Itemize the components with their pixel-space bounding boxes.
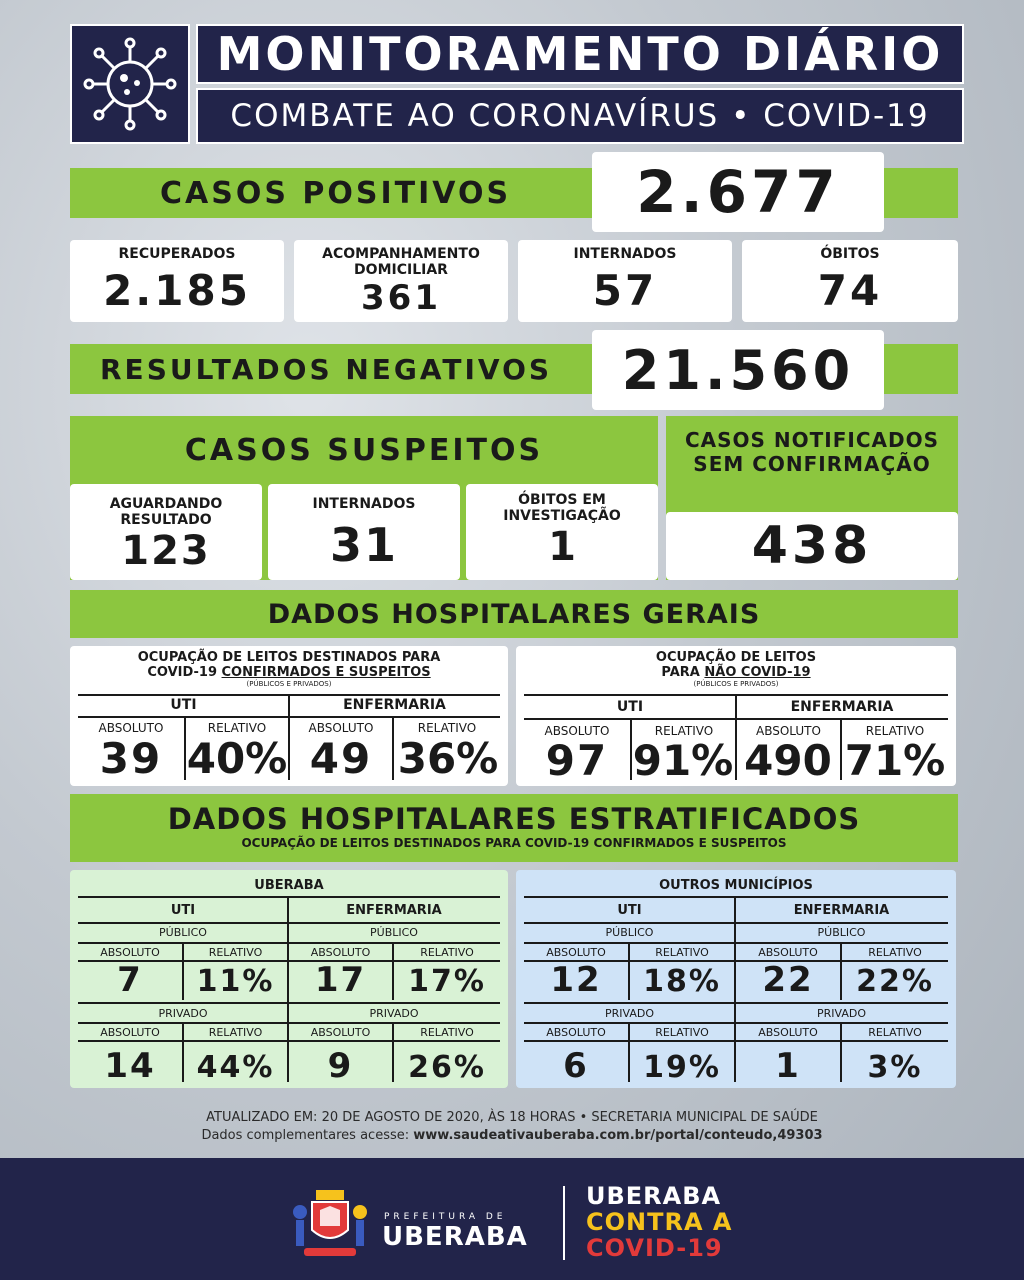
card-value: 57 xyxy=(592,266,658,315)
enfermaria-absoluto-value: 490 xyxy=(744,736,832,785)
card-label: ÓBITOS EM INVESTIGAÇÃO xyxy=(503,492,621,524)
absoluto-label: ABSOLUTO xyxy=(100,946,160,959)
tabela-title-line2 xyxy=(70,665,508,680)
absoluto-label: ABSOLUTO xyxy=(310,1026,371,1039)
tabela-title-line1: OCUPAÇÃO DE LEITOS xyxy=(655,650,817,665)
absoluto-label: ABSOLUTO xyxy=(544,724,610,738)
uti-relativo-value: 40% xyxy=(186,734,288,783)
card-value: 361 xyxy=(361,278,441,318)
card-value: 31 xyxy=(329,518,398,572)
publico-enfermaria-absoluto: 22 xyxy=(762,960,814,1000)
privado-label: PRIVADO xyxy=(817,1007,866,1020)
card-obitos-investigacao xyxy=(466,484,658,580)
site-link[interactable]: www.saudeativauberaba.com.br/portal/conteudo,49303 xyxy=(413,1128,823,1143)
privado-enfermaria-absoluto: 1 xyxy=(775,1046,801,1086)
slogan-line2: CONTRA A xyxy=(586,1208,733,1236)
estratificados-header xyxy=(70,794,958,862)
estratificados-subtitle: OCUPAÇÃO DE LEITOS DESTINADOS PARA COVID-19 CONFIRMADOS E SUSPEITOS xyxy=(241,836,787,850)
tabela-covid xyxy=(70,646,508,786)
uti-absoluto-value: 39 xyxy=(99,734,163,783)
publico-label: PÚBLICO xyxy=(370,926,418,939)
tabela-title-line1: OCUPAÇÃO DE LEITOS DESTINADOS PARA xyxy=(137,650,441,665)
absoluto-label: ABSOLUTO xyxy=(100,1026,160,1039)
card-value: 123 xyxy=(121,528,211,574)
privado-enfermaria-relativo: 26% xyxy=(408,1050,486,1085)
card-suspeitos-internados xyxy=(268,484,460,580)
relativo-label: RELATIVO xyxy=(868,1026,922,1039)
publico-uti-relativo: 11% xyxy=(196,964,275,999)
update-line2-label: Dados complementares acesse: xyxy=(201,1128,414,1143)
prefeitura-small-label: PREFEITURA DE xyxy=(384,1212,507,1222)
tabela-title-line2-b: CONFIRMADOS E SUSPEITOS xyxy=(221,665,431,680)
card-label: AGUARDANDO RESULTADO xyxy=(109,496,223,528)
relativo-label: RELATIVO xyxy=(420,946,474,959)
card-obitos xyxy=(742,240,958,322)
absoluto-label: ABSOLUTO xyxy=(756,724,821,738)
uti-relativo-value: 91% xyxy=(632,736,734,785)
relativo-label: RELATIVO xyxy=(865,724,925,738)
uti-header: UTI xyxy=(617,903,642,918)
prefeitura-big-label: UBERABA xyxy=(382,1222,528,1252)
positivos-value: 2.677 xyxy=(592,152,884,232)
privado-label: PRIVADO xyxy=(605,1007,654,1020)
publico-uti-absoluto: 7 xyxy=(117,960,143,1000)
enfermaria-header: ENFERMARIA xyxy=(343,697,446,713)
card-acompanhamento xyxy=(294,240,508,322)
card-label: RECUPERADOS xyxy=(118,246,236,262)
publico-uti-absoluto: 12 xyxy=(550,960,602,1000)
privado-enfermaria-absoluto: 9 xyxy=(327,1046,354,1086)
virus-icon xyxy=(82,36,178,132)
page-title: MONITORAMENTO DIÁRIO xyxy=(196,24,964,84)
absoluto-label: ABSOLUTO xyxy=(308,721,374,735)
card-value: 74 xyxy=(817,266,883,315)
positivos-label: CASOS POSITIVOS xyxy=(160,175,512,211)
publico-uti-relativo: 18% xyxy=(643,964,721,999)
publico-label: PÚBLICO xyxy=(159,926,207,939)
relativo-label: RELATIVO xyxy=(655,1026,709,1039)
relativo-label: RELATIVO xyxy=(417,721,477,735)
tabela-note: (PÚBLICOS E PRIVADOS) xyxy=(246,680,332,688)
relativo-label: RELATIVO xyxy=(654,724,714,738)
privado-enfermaria-relativo: 3% xyxy=(867,1050,923,1085)
footer xyxy=(0,1158,1024,1280)
header-icon-box xyxy=(70,24,190,144)
privado-label: PRIVADO xyxy=(369,1007,419,1020)
relativo-label: RELATIVO xyxy=(207,721,267,735)
page-subtitle: COMBATE AO CORONAVÍRUS • COVID-19 xyxy=(196,88,964,144)
tabela-uberaba-title: UBERABA xyxy=(254,878,324,893)
update-line1: ATUALIZADO EM: 20 DE AGOSTO DE 2020, ÀS 18 HORAS • SECRETARIA MUNICIPAL DE SAÚDE xyxy=(206,1110,818,1125)
card-value: 1 xyxy=(548,524,576,570)
footer-divider xyxy=(563,1186,565,1260)
card-recuperados xyxy=(70,240,284,322)
relativo-label: RELATIVO xyxy=(655,946,709,959)
slogan-line3: COVID-19 xyxy=(586,1234,723,1262)
absoluto-label: ABSOLUTO xyxy=(546,1026,606,1039)
tabela-title-line2-a: COVID-19 xyxy=(147,665,222,680)
tabela-uberaba xyxy=(70,870,508,1088)
notificados-value: 438 xyxy=(666,512,958,580)
negativos-label: RESULTADOS NEGATIVOS xyxy=(100,352,553,386)
enfermaria-header: ENFERMARIA xyxy=(346,903,442,918)
relativo-label: RELATIVO xyxy=(208,1026,263,1039)
relativo-label: RELATIVO xyxy=(420,1026,474,1039)
estratificados-title: DADOS HOSPITALARES ESTRATIFICADOS xyxy=(167,802,861,836)
relativo-label: RELATIVO xyxy=(208,946,263,959)
enfermaria-absoluto-value: 49 xyxy=(309,734,373,783)
privado-label: PRIVADO xyxy=(158,1007,208,1020)
relativo-label: RELATIVO xyxy=(868,946,922,959)
card-label: ACOMPANHAMENTO DOMICILIAR xyxy=(322,246,480,278)
absoluto-label: ABSOLUTO xyxy=(758,946,818,959)
gerais-title: DADOS HOSPITALARES GERAIS xyxy=(70,590,958,638)
absoluto-label: ABSOLUTO xyxy=(310,946,371,959)
card-aguardando xyxy=(70,484,262,580)
uti-header: UTI xyxy=(616,699,644,715)
publico-enfermaria-absoluto: 17 xyxy=(314,960,367,1000)
absoluto-label: ABSOLUTO xyxy=(546,946,606,959)
tabela-outros-title: OUTROS MUNICÍPIOS xyxy=(659,878,813,893)
publico-enfermaria-relativo: 22% xyxy=(856,964,934,999)
publico-enfermaria-relativo: 17% xyxy=(408,964,486,999)
tabela-title-line2-b: NÃO COVID-19 xyxy=(704,665,811,680)
card-label: ÓBITOS xyxy=(820,246,880,262)
card-label: INTERNADOS xyxy=(312,496,416,512)
privado-uti-relativo: 19% xyxy=(643,1050,721,1085)
card-value: 2.185 xyxy=(103,266,251,315)
uti-header: UTI xyxy=(170,697,197,713)
privado-uti-absoluto: 6 xyxy=(563,1046,589,1086)
enfermaria-header: ENFERMARIA xyxy=(790,699,894,715)
coat-of-arms-logo xyxy=(288,1180,372,1262)
tabela-title-line2-a: PARA xyxy=(661,665,705,680)
negativos-value: 21.560 xyxy=(592,330,884,410)
slogan-line1: UBERABA xyxy=(586,1182,722,1210)
notificados-label: CASOS NOTIFICADOS SEM CONFIRMAÇÃO xyxy=(684,428,940,476)
enfermaria-relativo-value: 71% xyxy=(844,736,946,785)
card-internados xyxy=(518,240,732,322)
card-label: INTERNADOS xyxy=(573,246,677,262)
enfermaria-relativo-value: 36% xyxy=(397,734,499,783)
tabela-note: (PÚBLICOS E PRIVADOS) xyxy=(693,680,779,688)
absoluto-label: ABSOLUTO xyxy=(98,721,164,735)
publico-label: PÚBLICO xyxy=(817,926,866,939)
uti-header: UTI xyxy=(170,903,196,918)
tabela-title-line2 xyxy=(516,665,956,680)
suspeitos-label: CASOS SUSPEITOS xyxy=(184,432,544,468)
update-line2 xyxy=(0,1128,1024,1143)
privado-uti-absoluto: 14 xyxy=(104,1046,156,1086)
absoluto-label: ABSOLUTO xyxy=(758,1026,818,1039)
uti-absoluto-value: 97 xyxy=(545,736,609,785)
enfermaria-header: ENFERMARIA xyxy=(793,903,890,918)
tabela-nao-covid xyxy=(516,646,956,786)
publico-label: PÚBLICO xyxy=(605,926,654,939)
tabela-outros-municipios xyxy=(516,870,956,1088)
privado-uti-relativo: 44% xyxy=(196,1050,275,1085)
